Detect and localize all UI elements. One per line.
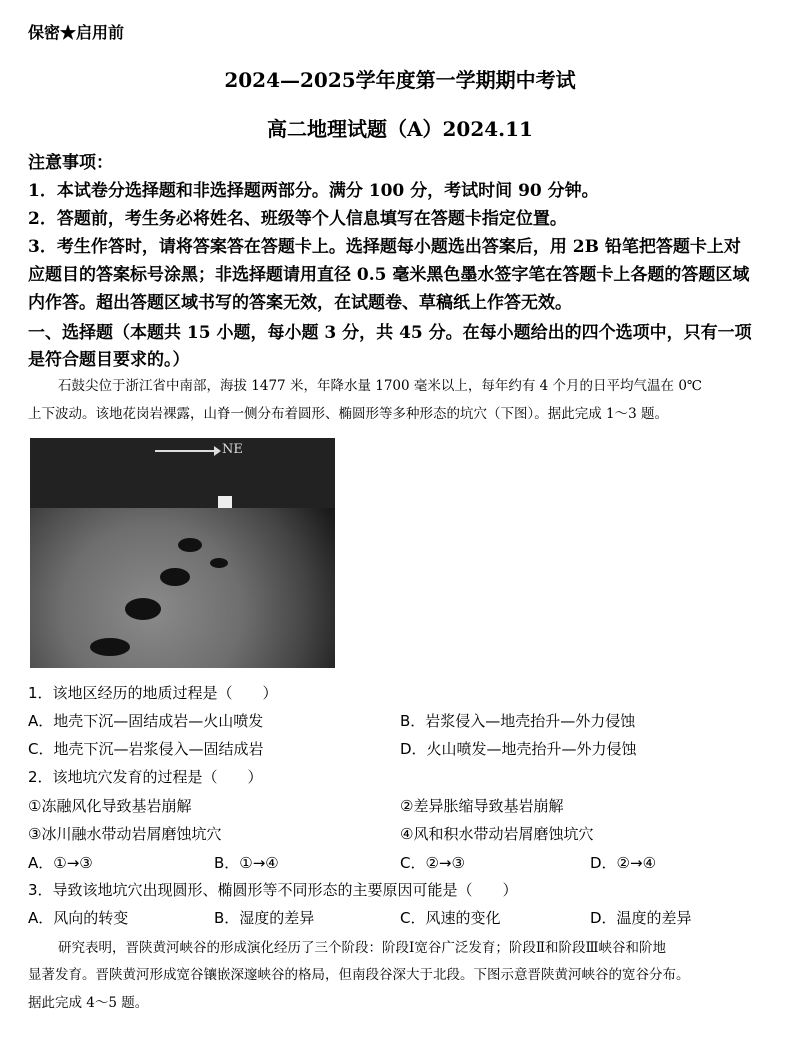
note-line: 3．考生作答时，请将答案答在答题卡上。选择题每小题选出答案后，用 2B 铅笔把答题卡上对	[28, 237, 741, 257]
question-3-stem: 3．导致该地坑穴出现圆形、椭圆形等不同形态的主要原因可能是（ ）	[28, 881, 518, 899]
question-2-stem: 2．该地坑穴发育的过程是（ ）	[28, 768, 263, 786]
q3-option-d: D．温度的差异	[590, 909, 692, 927]
passage-line: 研究表明，晋陕黄河峡谷的形成演化经历了三个阶段：阶段Ⅰ宽谷广泛发育；阶段Ⅱ和阶段Ⅲ峡谷和阶地	[58, 940, 667, 956]
passage-line: 上下波动。该地花岗岩裸露，山脊一侧分布着圆形、椭圆形等多种形态的坑穴（下图）。据此完成 1～3 题。	[28, 406, 669, 422]
note-line: 应题目的答案标号涂黑；非选择题请用直径 0.5 毫米黑色墨水签字笔在答题卡上各题的答题区域	[28, 265, 750, 285]
passage-line: 据此完成 4～5 题。	[28, 995, 149, 1011]
q2-option-c: C．②→③	[400, 854, 465, 872]
q3-option-b: B．湿度的差异	[214, 909, 315, 927]
q1-option-c: C．地壳下沉—岩浆侵入—固结成岩	[28, 740, 264, 758]
passage-line: 石鼓尖位于浙江省中南部，海拔 1477 米，年降水量 1700 毫米以上，每年约有 4 个月的日平均气温在 0℃	[58, 378, 703, 394]
note-line: 内作答。超出答题区域书写的答案无效，在试题卷、草稿纸上作答无效。	[28, 293, 572, 313]
q1-option-a: A．地壳下沉—固结成岩—火山喷发	[28, 712, 264, 730]
direction-label: NE	[222, 442, 243, 457]
section-heading: 一、选择题（本题共 15 小题，每小题 3 分，共 45 分。在每小题给出的四个选项中，只有一项	[28, 323, 752, 343]
q3-option-c: C．风速的变化	[400, 909, 501, 927]
q2-option-b: B．①→④	[214, 854, 279, 872]
q2-option-d: D．②→④	[590, 854, 657, 872]
q2-item: ④风和积水带动岩屑磨蚀坑穴	[400, 825, 594, 843]
exam-subtitle: 高二地理试题（A）2024.11	[267, 117, 533, 141]
confidential-label: 保密★启用前	[28, 23, 125, 42]
exam-title: 2024—2025学年度第一学期期中考试	[224, 68, 576, 92]
q1-option-d: D．火山喷发—地壳抬升—外力侵蚀	[400, 740, 637, 758]
arrow-icon	[155, 450, 215, 452]
q2-item: ③冰川融水带动岩屑磨蚀坑穴	[28, 825, 222, 843]
note-line: 1．本试卷分选择题和非选择题两部分。满分 100 分，考试时间 90 分钟。	[28, 181, 599, 201]
granite-pits-photo	[30, 438, 335, 668]
q2-option-a: A．①→③	[28, 854, 93, 872]
q2-item: ①冻融风化导致基岩崩解	[28, 797, 192, 815]
passage-line: 显著发育。晋陕黄河形成宽谷镶嵌深邃峡谷的格局，但南段谷深大于北段。下图示意晋陕黄河峡谷的宽谷分布。	[28, 967, 690, 983]
q2-item: ②差异胀缩导致基岩崩解	[400, 797, 564, 815]
notes-heading: 注意事项：	[28, 153, 113, 173]
section-heading: 是符合题目要求的。）	[28, 350, 190, 370]
note-line: 2．答题前，考生务必将姓名、班级等个人信息填写在答题卡指定位置。	[28, 209, 567, 229]
question-1-stem: 1．该地区经历的地质过程是（ ）	[28, 684, 278, 702]
q1-option-b: B．岩浆侵入—地壳抬升—外力侵蚀	[400, 712, 636, 730]
q3-option-a: A．风向的转变	[28, 909, 129, 927]
